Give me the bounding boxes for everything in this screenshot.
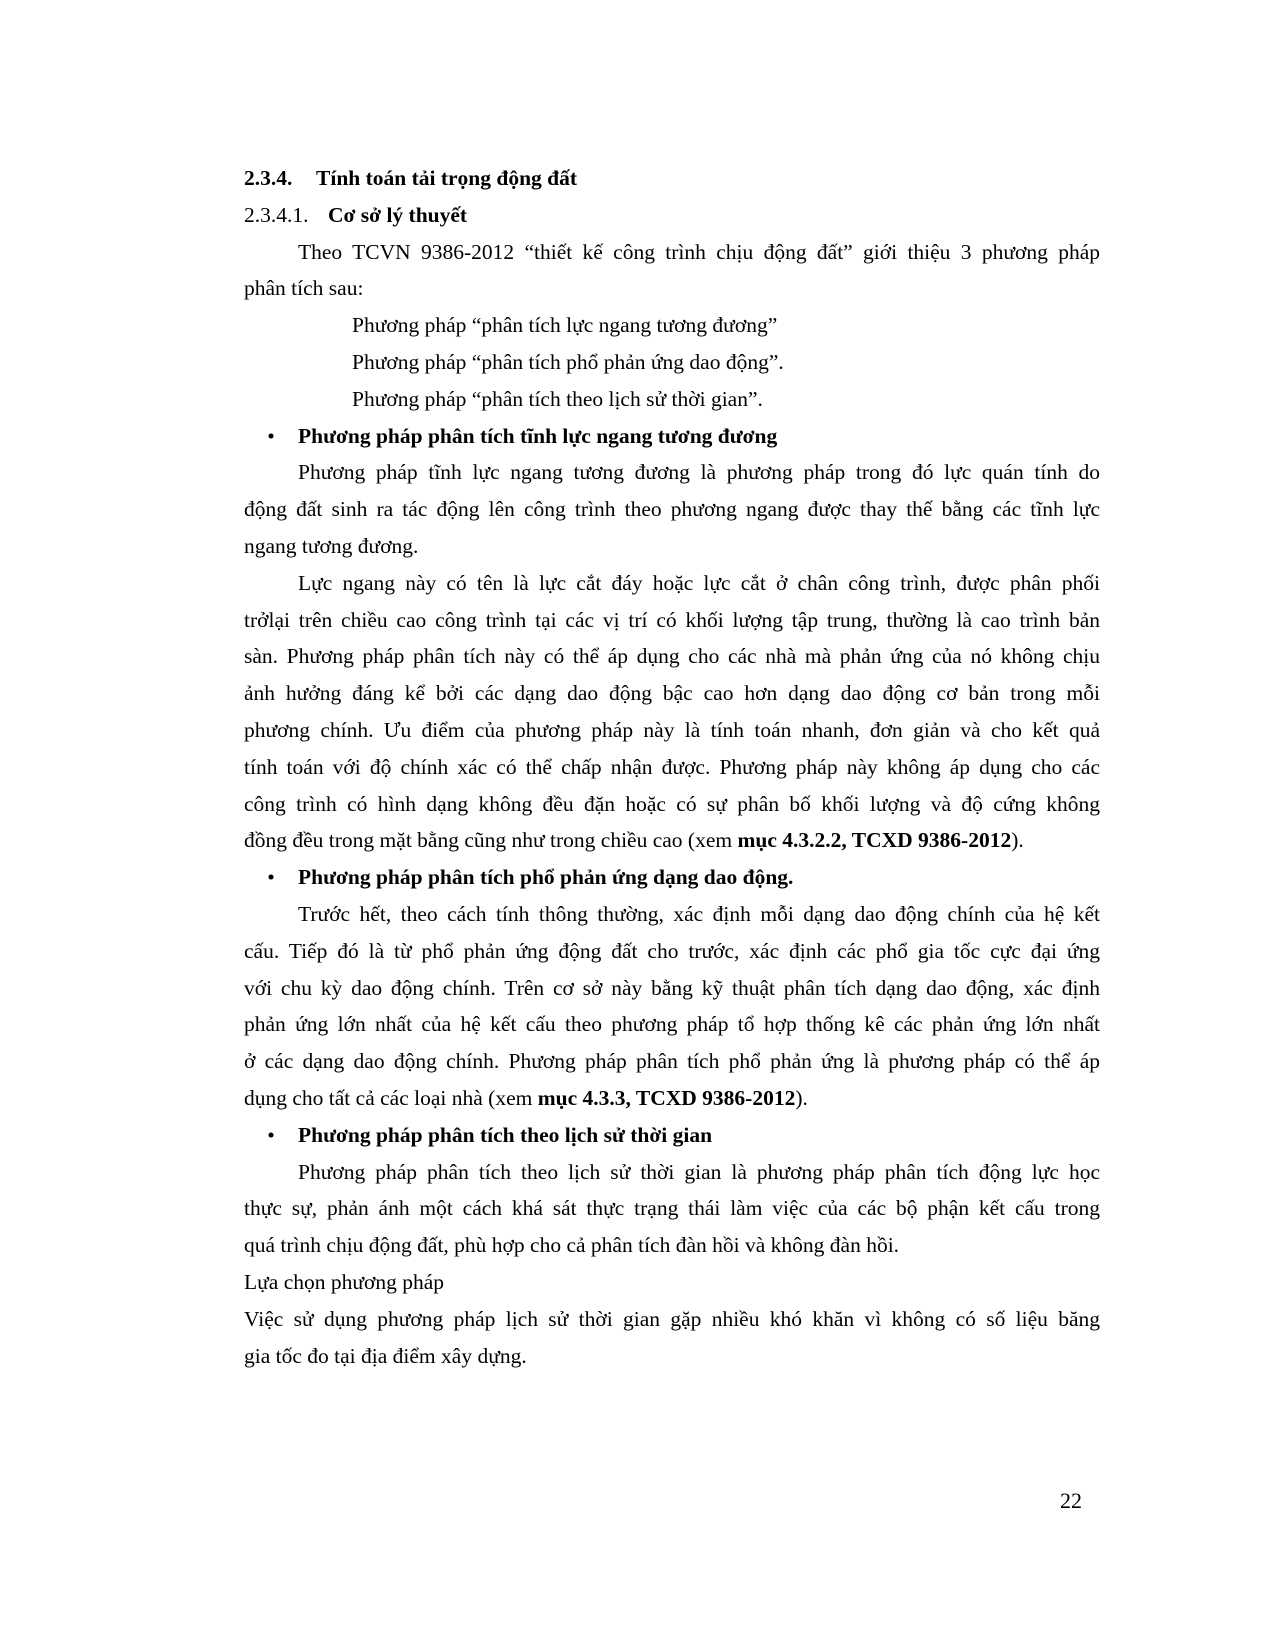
text-span: dụng cho tất cả các loại nhà (xem xyxy=(244,1085,538,1110)
text-span: ). xyxy=(795,1085,808,1110)
text-line: thực sự, phản ánh một cách khá sát thực trạng thái làm việc của các bộ phận kết cấu trong xyxy=(244,1196,1100,1221)
text-line: gia tốc đo tại địa điểm xây dựng. xyxy=(244,1343,527,1368)
text-line: cấu. Tiếp đó là từ phổ phản ứng động đất cho trước, xác định các phổ gia tốc cực đại ứng xyxy=(244,938,1100,963)
standard-reference: mục 4.3.2.2, TCXD 9386-2012 xyxy=(737,828,1012,853)
text-line: Phương pháp tĩnh lực ngang tương đương là phương pháp trong đó lực quán tính do xyxy=(298,460,1100,485)
subheading-method-choice: Lựa chọn phương pháp xyxy=(244,1269,445,1294)
text-line xyxy=(244,822,1100,859)
text-line: phương chính. Ưu điểm của phương pháp này là tính toán nhanh, đơn giản và cho kết quả xyxy=(244,717,1100,742)
text-line: trởlại trên chiều cao công trình tại các vị trí có khối lượng tập trung, thường là cao trình bản xyxy=(244,607,1100,632)
text-line: ở các dạng dao động chính. Phương pháp phân tích phổ phản ứng là phương pháp có thể áp xyxy=(244,1049,1100,1074)
text-line xyxy=(244,1080,1100,1117)
text-span: đồng đều trong mặt bằng cũng như trong chiều cao (xem xyxy=(244,828,738,853)
page-number: 22 xyxy=(1060,1488,1082,1513)
paragraph xyxy=(244,896,1100,1117)
bullet-icon: • xyxy=(267,423,275,448)
paragraph xyxy=(244,454,1100,564)
heading-2-3-4-1 xyxy=(244,197,1100,234)
bullet-heading xyxy=(244,1117,1100,1154)
bullet-heading-text: Phương pháp phân tích tĩnh lực ngang tương đương xyxy=(298,423,778,448)
method-list xyxy=(244,307,1100,417)
method-item: Phương pháp “phân tích lực ngang tương đương” xyxy=(352,313,778,338)
bullet-icon: • xyxy=(267,1122,275,1147)
standard-reference: mục 4.3.3, TCXD 9386-2012 xyxy=(537,1085,796,1110)
text-line: ngang tương đương. xyxy=(244,533,419,558)
paragraph xyxy=(244,1301,1100,1375)
bullet-heading-text: Phương pháp phân tích phổ phản ứng dạng dao động. xyxy=(298,865,794,890)
text-line: phân tích sau: xyxy=(244,276,364,301)
text-line: phản ứng lớn nhất của hệ kết cấu theo phương pháp tổ hợp thống kê các phản ứng lớn nhất xyxy=(244,1012,1100,1037)
heading-number: 2.3.4. xyxy=(244,166,293,190)
bullet-heading xyxy=(244,418,1100,455)
text-line: tính toán với độ chính xác có thể chấp nhận được. Phương pháp này không áp dụng cho các xyxy=(244,754,1100,779)
text-line: ảnh hưởng đáng kể bởi các dạng dao động bậc cao hơn dạng dao động cơ bản trong mỗi xyxy=(244,681,1100,706)
text-line: Trước hết, theo cách tính thông thường, xác định mỗi dạng dao động chính của hệ kết xyxy=(298,901,1100,926)
bullet-heading xyxy=(244,859,1100,896)
intro-paragraph xyxy=(244,234,1100,308)
heading-title: Tính toán tải trọng động đất xyxy=(316,166,578,190)
bullet-icon: • xyxy=(267,865,275,890)
heading-number: 2.3.4.1. xyxy=(244,202,309,227)
method-item: Phương pháp “phân tích theo lịch sử thời gian”. xyxy=(352,386,763,411)
bullet-heading-text: Phương pháp phân tích theo lịch sử thời gian xyxy=(298,1122,713,1147)
text-line: Lực ngang này có tên là lực cắt đáy hoặc lực cắt ở chân công trình, được phân phối xyxy=(298,570,1100,595)
page-body xyxy=(244,160,1100,1374)
text-span: ). xyxy=(1011,828,1024,853)
text-line: với chu kỳ dao động chính. Trên cơ sở này bằng kỹ thuật phân tích dạng dao động, xác định xyxy=(244,975,1100,1000)
text-line: quá trình chịu động đất, phù hợp cho cả phân tích đàn hồi và không đàn hồi. xyxy=(244,1233,900,1258)
text-line: Việc sử dụng phương pháp lịch sử thời gian gặp nhiều khó khăn vì không có số liệu băng xyxy=(244,1306,1100,1331)
paragraph xyxy=(244,1154,1100,1264)
text-line: sàn. Phương pháp phân tích này có thể áp dụng cho các nhà mà phản ứng của nó không chịu xyxy=(244,644,1100,669)
heading-title: Cơ sở lý thuyết xyxy=(328,202,468,227)
text-line: công trình có hình dạng không đều đặn hoặc có sự phân bố khối lượng và độ cứng không xyxy=(244,791,1100,816)
text-line: Theo TCVN 9386-2012 “thiết kế công trình chịu động đất” giới thiệu 3 phương pháp xyxy=(298,239,1100,264)
text-line: động đất sinh ra tác động lên công trình theo phương ngang được thay thế bằng các tĩnh lực xyxy=(244,497,1100,522)
heading-2-3-4 xyxy=(244,160,1100,197)
paragraph xyxy=(244,565,1100,859)
method-item: Phương pháp “phân tích phổ phản ứng dao động”. xyxy=(352,349,784,374)
text-line: Phương pháp phân tích theo lịch sử thời gian là phương pháp phân tích động lực học xyxy=(298,1159,1100,1184)
